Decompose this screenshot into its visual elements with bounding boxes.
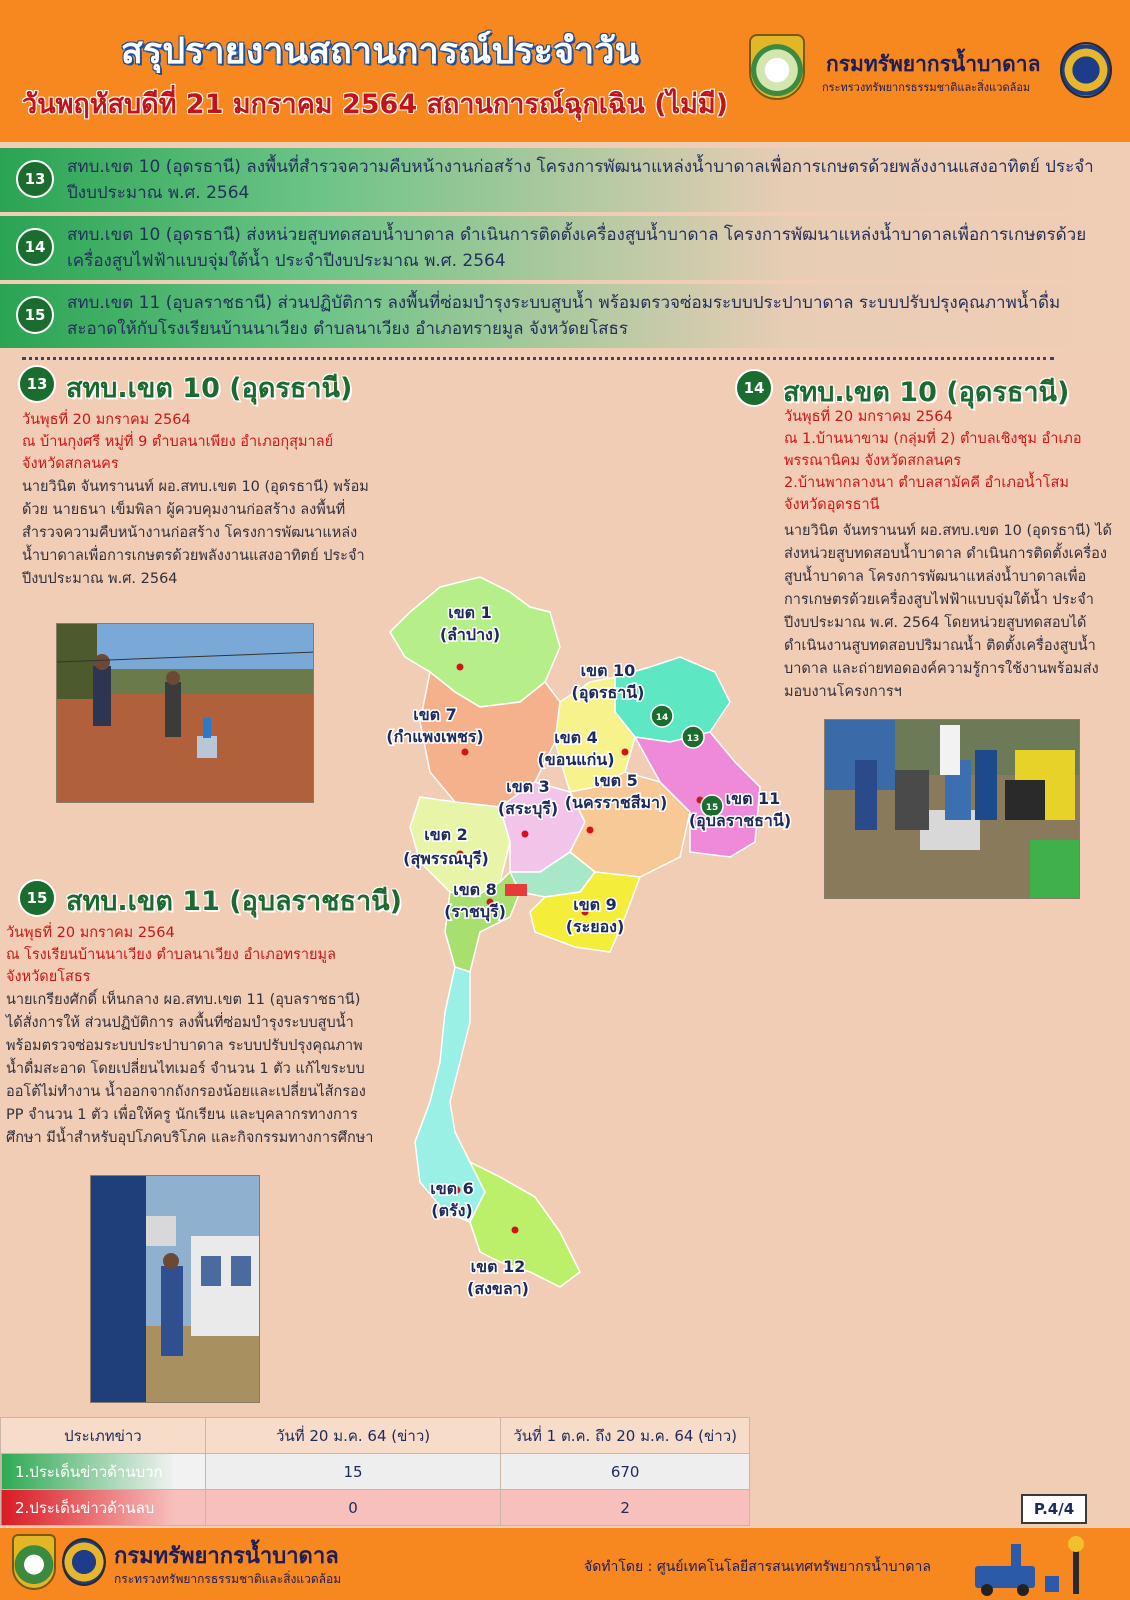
zone-label: เขต 2 xyxy=(424,825,468,844)
footer-credit: จัดทำโดย : ศูนย์เทคโนโลยีสารสนเทศทรัพยากรน้ำบาดาล xyxy=(584,1559,931,1575)
zone-city: (ลำปาง) xyxy=(439,625,501,644)
table-header-row xyxy=(1,1418,750,1454)
zone-label: เขต 9 xyxy=(573,895,617,914)
section-14-photo xyxy=(824,719,1080,899)
ministry-name: กระทรวงทรัพยากรธรรมชาติและสิ่งแวดล้อม xyxy=(822,81,1031,94)
section-13-body: นายวินิต จันทรานนท์ ผอ.สทบ.เขต 10 (อุดรธานี) พร้อมด้วย นายธนา เข็มพิลา ผู้ควบคุมงานก่อสร้าง ลงพื้นที่สำรวจความคืบหน้างานก่อสร้าง โครงการพัฒนาแหล่งน้ำบาดาลเพื่อการเกษตรด้วยพลังงานแสงอาทิตย์ ประจำปีงบประมาณ พ.ศ. 2564 xyxy=(22,479,369,587)
summary-row xyxy=(0,148,1130,212)
row-label: 2.ประเด็นข่าวด้านลบ xyxy=(1,1490,206,1526)
svg-text:15: 15 xyxy=(705,803,719,813)
zone-label: เขต 11 xyxy=(725,789,781,808)
thailand-zone-map xyxy=(360,572,820,1332)
map-marker-13 xyxy=(682,726,704,748)
summary-row xyxy=(0,216,1130,280)
section-13-badge: 13 xyxy=(18,365,56,403)
zone-city: (อุบลราชธานี) xyxy=(688,811,792,830)
section-13-date-location: วันพุธที่ 20 มกราคม 2564 ณ บ้านกุงศรี หมู่ที่ 9 ตำบลนาเพียง อำเภอกุสุมาลย์ จังหวัดสกลนคร xyxy=(22,412,334,472)
row-day-count: 0 xyxy=(205,1490,501,1526)
report-date: วันพฤหัสบดีที่ 21 มกราคม 2564 สถานการณ์ฉุกเฉิน (ไม่มี) xyxy=(22,89,729,120)
column-header: ประเภทข่าว xyxy=(1,1418,206,1454)
summary-text: สทบ.เขต 11 (อุบลราชธานี) ส่วนปฏิบัติการ ลงพื้นที่ซ่อมบำรุงระบบสูบน้ำ พร้อมตรวจซ่อมระบบประปาบาดาล ระบบปรับปรุงคุณภาพน้ำดื่มสะอาดให้กับโรงเรียนบ้านนาเวียง ตำบลนาเวียง อำเภอทรายมูล จังหวัดยโสธร xyxy=(67,293,1061,339)
svg-text:13: 13 xyxy=(686,734,700,744)
royal-emblem-icon xyxy=(62,1538,106,1586)
zone-label: เขต 3 xyxy=(506,777,550,796)
map-marker-14 xyxy=(651,705,673,727)
zone-label: เขต 12 xyxy=(470,1257,526,1276)
header-bar xyxy=(0,0,1130,142)
summary-number-badge: 15 xyxy=(16,296,54,334)
column-header: วันที่ 20 ม.ค. 64 (ข่าว) xyxy=(205,1418,501,1454)
zone-city: (นครราชสีมา) xyxy=(564,793,668,812)
zone-city: (สระบุรี) xyxy=(497,799,559,818)
summary-number-badge: 13 xyxy=(16,160,54,198)
row-label: 1.ประเด็นข่าวด้านบวก xyxy=(1,1454,206,1490)
row-total-count: 670 xyxy=(501,1454,750,1490)
zone-label: เขต 1 xyxy=(448,603,492,622)
royal-emblem-icon xyxy=(1060,42,1112,98)
zone-city: (สงขลา) xyxy=(467,1279,529,1298)
footer-ministry-name: กระทรวงทรัพยากรธรรมชาติและสิ่งแวดล้อม xyxy=(114,1572,342,1586)
section-14-badge: 14 xyxy=(735,369,773,407)
page-number: P.4/4 xyxy=(1021,1494,1087,1524)
footer-department-name: กรมทรัพยากรน้ำบาดาล xyxy=(114,1544,339,1569)
table-row xyxy=(1,1454,750,1490)
summary-number-badge: 14 xyxy=(16,228,54,266)
zone-label: เขต 6 xyxy=(430,1179,474,1198)
zone-city: (อุดรธานี) xyxy=(571,683,645,702)
zone-label: เขต 5 xyxy=(594,771,638,790)
summary-text: สทบ.เขต 10 (อุดรธานี) ลงพื้นที่สำรวจความคืบหน้างานก่อสร้าง โครงการพัฒนาแหล่งน้ำบาดาลเพื่อการเกษตรด้วยพลังงานแสงอาทิตย์ ประจำปีงบประมาณ พ.ศ. 2564 xyxy=(67,157,1094,203)
zone-label: เขต 10 xyxy=(580,661,636,680)
section-13-title: สทบ.เขต 10 (อุดรธานี) xyxy=(66,373,353,404)
table-row xyxy=(1,1490,750,1526)
drilling-truck-icon xyxy=(975,1536,1095,1596)
zone-city: (ขอนแก่น) xyxy=(537,750,615,769)
section-15-photo xyxy=(90,1175,260,1403)
zone-label: เขต 4 xyxy=(554,728,598,747)
section-14-date-location: วันพุธที่ 20 มกราคม 2564 ณ 1.บ้านนาขาม (กลุ่มที่ 2) ตำบลเชิงชุม อำเภอพรรณานิคม จังหวัดสกลนคร 2.บ้านพากลางนา ตำบลสามัคคี อำเภอน้ำโสม จังหวัดอุดรธานี xyxy=(784,409,1082,513)
section-15-badge: 15 xyxy=(18,879,56,917)
department-emblem-icon xyxy=(749,34,805,100)
divider xyxy=(22,357,1054,360)
news-stats-table xyxy=(0,1417,750,1526)
summary-text: สทบ.เขต 10 (อุดรธานี) ส่งหน่วยสูบทดสอบน้ำบาดาล ดำเนินการติดตั้งเครื่องสูบน้ำบาดาล โครงการพัฒนาแหล่งน้ำบาดาลเพื่อการเกษตรด้วยเครื่องสูบไฟฟ้าแบบจุ่มใต้น้ำ ประจำปีงบประมาณ พ.ศ. 2564 xyxy=(67,225,1087,271)
svg-text:14: 14 xyxy=(655,713,669,723)
zone-city: (ระยอง) xyxy=(565,917,625,936)
section-15-date-location: วันพุธที่ 20 มกราคม 2564 ณ โรงเรียนบ้านนาเวียง ตำบลนาเวียง อำเภอทรายมูล จังหวัดยโสธร xyxy=(6,925,336,985)
section-14-body: นายวินิต จันทรานนท์ ผอ.สทบ.เขต 10 (อุดรธานี) ได้ส่งหน่วยสูบทดสอบน้ำบาดาล ดำเนินการติดตั้งเครื่องสูบน้ำบาดาล โครงการพัฒนาแหล่งน้ำบาดาลเพื่อการเกษตรด้วยเครื่องสูบไฟฟ้าแบบจุ่มใต้น้ำ ประจำปีงบประมาณ พ.ศ. 2564 โดยหน่วยสูบทดสอบได้ดำเนินงานสูบทดสอบปริมาณน้ำ ติดตั้งเครื่องสูบน้ำบาดาล และถ่ายทอดองค์ความรู้การใช้งานพร้อมส่งมอบงานโครงการฯ xyxy=(784,523,1112,700)
zone-city: (ตรัง) xyxy=(431,1201,473,1220)
department-emblem-icon xyxy=(12,1534,56,1590)
section-15-title: สทบ.เขต 11 (อุบลราชธานี) xyxy=(66,886,402,917)
zone-city: (กำแพงเพชร) xyxy=(386,727,484,746)
row-day-count: 15 xyxy=(205,1454,501,1490)
zone-city: (ราชบุรี) xyxy=(444,902,506,921)
row-total-count: 2 xyxy=(501,1490,750,1526)
zone-label: เขต 8 xyxy=(453,880,497,899)
section-14-title: สทบ.เขต 10 (อุดรธานี) xyxy=(783,377,1070,408)
section-15-body: นายเกรียงศักดิ์ เห็นกลาง ผอ.สทบ.เขต 11 (อุบลราชธานี) ได้สั่งการให้ ส่วนปฏิบัติการ ลงพื้นที่ซ่อมบำรุงระบบสูบน้ำ พร้อมตรวจซ่อมระบบประปาบาดาล ระบบปรับปรุงคุณภาพน้ำดื่มสะอาด โดยเปลี่ยนไทเมอร์ จำนวน 1 ตัว แก้ไขระบบออโต้ไม่ทำงาน น้ำออกจากถังกรองน้อยและเปลี่ยนไส้กรอง PP จำนวน 1 ตัว เพื่อให้ครู นักเรียน และบุคลากรทางการศึกษา มีน้ำสำหรับอุปโภคบริโภค และกิจกรรมทางการศึกษา xyxy=(6,992,374,1146)
summary-row xyxy=(0,284,1130,348)
report-title: สรุปรายงานสถานการณ์ประจำวัน xyxy=(120,31,640,72)
footer-bar xyxy=(0,1528,1130,1600)
zone-label: เขต 7 xyxy=(413,705,457,724)
department-name: กรมทรัพยากรน้ำบาดาล xyxy=(826,52,1041,76)
column-header: วันที่ 1 ต.ค. ถึง 20 ม.ค. 64 (ข่าว) xyxy=(501,1418,750,1454)
section-13-photo xyxy=(56,623,314,803)
zone-city: (สุพรรณบุรี) xyxy=(403,849,489,868)
